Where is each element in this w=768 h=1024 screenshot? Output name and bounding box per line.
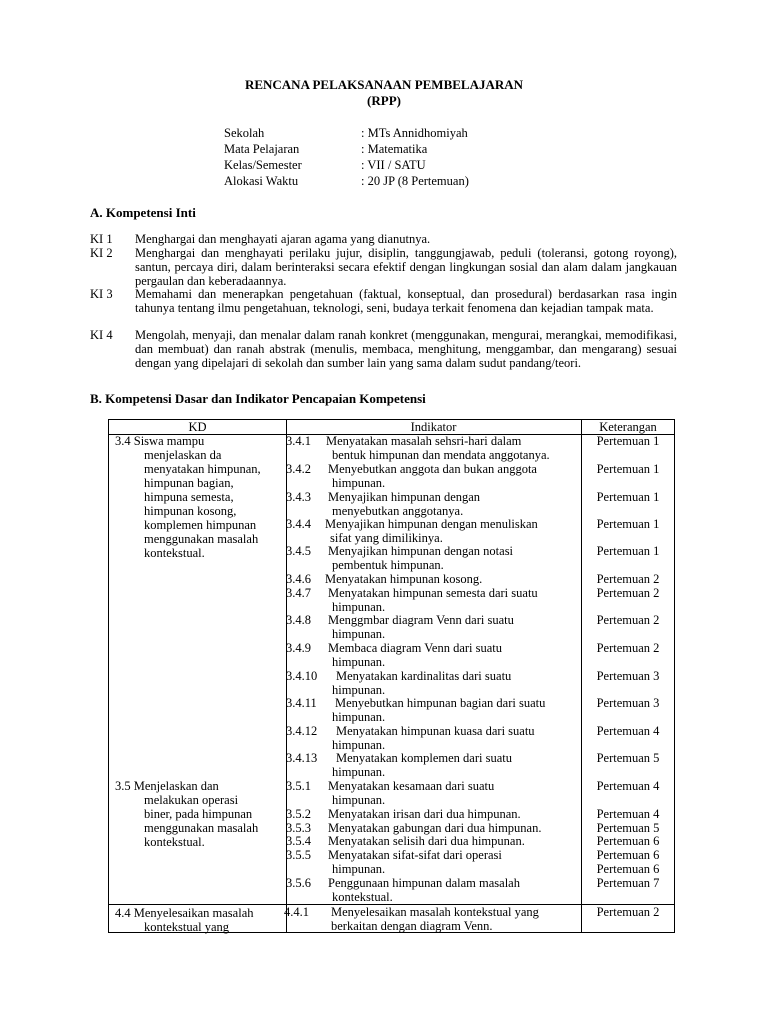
indicator-text: Menyatakan himpunan kuasa dari suatu (336, 724, 535, 738)
kd-line: melakukan operasi (144, 793, 239, 807)
indicator-number: 4.4.1 (284, 905, 309, 919)
indicator-number: 3.4.10 (286, 669, 318, 683)
kd-line: menggunakan masalah (144, 532, 259, 546)
identity-label: Kelas/Semester (224, 158, 302, 172)
indicator-text-cont: himpunan. (332, 627, 386, 641)
kd-line: 3.4 Siswa mampu (115, 434, 205, 448)
kd-line: kontekstual. (144, 546, 205, 560)
indicator-number: 3.4.13 (286, 751, 318, 765)
keterangan-cell: Pertemuan 2 (596, 905, 660, 919)
indicator-number: 3.5.1 (286, 779, 311, 793)
ki-code: KI 2 (90, 246, 113, 260)
document-title: RENCANA PELAKSANAAN PEMBELAJARAN (244, 77, 524, 92)
keterangan-cell: Pertemuan 6 (596, 834, 660, 848)
indicator-text: Menyajikan himpunan dengan (328, 490, 481, 504)
keterangan-cell: Pertemuan 2 (596, 613, 660, 627)
indicator-text: Menyatakan komplemen dari suatu (336, 751, 512, 765)
indicator-text-cont: pembentuk himpunan. (332, 558, 444, 572)
indicator-text: Membaca diagram Venn dari suatu (328, 641, 503, 655)
indicator-number: 3.4.8 (286, 613, 311, 627)
indicator-text: Menyajikan himpunan dengan notasi (328, 544, 514, 558)
keterangan-cell: Pertemuan 1 (596, 434, 660, 448)
indicator-text: Menyatakan sifat-sifat dari operasi (328, 848, 502, 862)
indicator-number: 3.4.2 (286, 462, 311, 476)
keterangan-cell: Pertemuan 2 (596, 641, 660, 655)
ki-text: Memahami dan menerapkan pengetahuan (faktual, konseptual, dan prosedural) berdasarkan rasa ingin tahunya tentang ilmu pengetahuan, teknologi, seni, budaya terkait fenomena dan kejadian tampak mata. (135, 287, 677, 315)
keterangan-cell: Pertemuan 7 (596, 876, 660, 890)
indicator-text-cont: himpunan. (332, 793, 386, 807)
indicator-number: 3.4.1 (286, 434, 311, 448)
indicator-text: Menyebutkan himpunan bagian dari suatu (335, 696, 546, 710)
indicator-text: Menyatakan selisih dari dua himpunan. (328, 834, 525, 848)
indicator-text: Menyatakan masalah sehsri-hari dalam (326, 434, 522, 448)
keterangan-cell: Pertemuan 4 (596, 807, 660, 821)
keterangan-cell: Pertemuan 1 (596, 490, 660, 504)
keterangan-cell: Pertemuan 1 (596, 544, 660, 558)
section-b-title: B. Kompetensi Dasar dan Indikator Pencapaian Kompetensi (90, 391, 426, 406)
indicator-text: Menyelesaikan masalah kontekstual yang (331, 905, 539, 919)
indicator-text: Menyatakan kesamaan dari suatu (328, 779, 495, 793)
identity-value: : 20 JP (8 Pertemuan) (361, 174, 469, 188)
indicator-text-cont: himpunan. (332, 738, 386, 752)
identity-value: : Matematika (361, 142, 428, 156)
kd-line: kontekstual yang (144, 920, 230, 934)
indicator-text: Menggmbar diagram Venn dari suatu (328, 613, 514, 627)
identity-value: : MTs Annidhomiyah (361, 126, 468, 140)
header-kd: KD (188, 420, 207, 434)
kd-cell-3-4 (115, 434, 287, 560)
indicator-number: 3.5.5 (286, 848, 311, 862)
keterangan-cell: Pertemuan 3 (596, 669, 660, 683)
indicator-text: Menyatakan himpunan kosong. (325, 572, 483, 586)
keterangan-cell: Pertemuan 2 (596, 572, 660, 586)
kd-line: menyatakan himpunan, (144, 462, 261, 476)
keterangan-cell: Pertemuan 5 (596, 751, 660, 765)
indicator-number: 3.5.4 (286, 834, 311, 848)
kd-line: biner, pada himpunan (144, 807, 253, 821)
kd-line: 3.5 Menjelaskan dan (115, 779, 219, 793)
keterangan-cell: Pertemuan 2 (596, 586, 660, 600)
indicator-number: 3.5.2 (286, 807, 311, 821)
indicator-text: Menyebutkan anggota dan bukan anggota (328, 462, 537, 476)
keterangan-cell: Pertemuan 6 (596, 862, 660, 876)
indicator-text-cont: sifat yang dimilikinya. (330, 531, 443, 545)
indicator-number: 3.4.6 (286, 572, 311, 586)
indicator-text-cont: himpunan. (332, 655, 386, 669)
indicator-text: Menyatakan gabungan dari dua himpunan. (328, 821, 542, 835)
identity-label: Sekolah (224, 126, 265, 140)
kd-cell-3-5 (115, 779, 287, 849)
keterangan-cell: Pertemuan 1 (596, 462, 660, 476)
kd-line: komplemen himpunan (144, 518, 257, 532)
keterangan-cell: Pertemuan 4 (596, 779, 660, 793)
ki-code: KI 1 (90, 232, 113, 246)
ki-text: Menghargai dan menghayati ajaran agama yang dianutnya. (135, 232, 431, 246)
indicator-text: Menyatakan irisan dari dua himpunan. (328, 807, 521, 821)
kd-line: menjelaskan da (144, 448, 222, 462)
indicator-number: 3.4.9 (286, 641, 311, 655)
identity-label: Alokasi Waktu (224, 174, 299, 188)
ki-code: KI 4 (90, 328, 113, 342)
indicator-number: 3.4.3 (286, 490, 311, 504)
indicator-text-cont: himpunan. (332, 600, 386, 614)
document-subtitle: (RPP) (367, 93, 401, 108)
kd-indicator-table (108, 419, 675, 933)
indicator-number: 3.5.3 (286, 821, 311, 835)
indicator-text-cont: himpunan. (332, 710, 386, 724)
indicator-text-cont: kontekstual. (332, 890, 393, 904)
keterangan-cell: Pertemuan 3 (596, 696, 660, 710)
keterangan-cell: Pertemuan 5 (596, 821, 660, 835)
section-a-title: A. Kompetensi Inti (90, 205, 196, 220)
keterangan-cell: Pertemuan 6 (596, 848, 660, 862)
indicator-text-cont: himpunan. (332, 862, 386, 876)
indicator-number: 3.4.5 (286, 544, 311, 558)
indicator-text-cont: himpunan. (332, 765, 386, 779)
indicator-text-cont: bentuk himpunan dan mendata anggotanya. (332, 448, 550, 462)
identity-value: : VII / SATU (361, 158, 426, 172)
keterangan-cell: Pertemuan 4 (596, 724, 660, 738)
ki-text: Menghargai dan menghayati perilaku jujur, disiplin, tanggungjawab, peduli (toleransi, gotong royong), santun, percaya diri, dalam berinteraksi secara efektif dengan lingkungan sosial dan alam dalam jangkauan pergaulan dan keberadaannya. (135, 246, 677, 288)
indicator-text: Menyatakan himpunan semesta dari suatu (328, 586, 538, 600)
header-keterangan: Keterangan (599, 420, 657, 434)
indicator-text-cont: himpunan. (332, 476, 386, 490)
keterangan-cell: Pertemuan 1 (596, 517, 660, 531)
header-indikator: Indikator (410, 420, 457, 434)
kd-line: himpuna semesta, (144, 490, 234, 504)
indicator-text: Menyatakan kardinalitas dari suatu (336, 669, 512, 683)
identity-label: Mata Pelajaran (224, 142, 300, 156)
kd-line: himpunan bagian, (144, 476, 234, 490)
kd-line: himpunan kosong, (144, 504, 237, 518)
kd-line: 4.4 Menyelesaikan masalah (115, 906, 254, 920)
kd-cell-4-4 (115, 906, 287, 934)
indicator-text: Penggunaan himpunan dalam masalah (328, 876, 520, 890)
ki-code: KI 3 (90, 287, 113, 301)
ki-text: Mengolah, menyaji, dan menalar dalam ranah konkret (menggunakan, mengurai, merangkai, memodifikasi, dan membuat) dan ranah abstrak (menulis, membaca, menghitung, menggambar, dan mengarang) sesuai dengan yang dipelajari di sekolah dan sumber lain yang sama dalam sudut pandang/teori. (135, 328, 677, 370)
indicator-number: 3.5.6 (286, 876, 311, 890)
indicator-text-cont: menyebutkan anggotanya. (332, 504, 464, 518)
indicator-number: 3.4.4 (286, 517, 311, 531)
kd-line: kontekstual. (144, 835, 205, 849)
indicator-text: Menyajikan himpunan dengan menuliskan (325, 517, 538, 531)
indicator-number: 3.4.7 (286, 586, 311, 600)
indicator-text-cont: berkaitan dengan diagram Venn. (331, 919, 493, 933)
indicator-text-cont: himpunan. (332, 683, 386, 697)
indicator-number: 3.4.11 (286, 696, 317, 710)
indicator-number: 3.4.12 (286, 724, 318, 738)
kd-line: menggunakan masalah (144, 821, 259, 835)
